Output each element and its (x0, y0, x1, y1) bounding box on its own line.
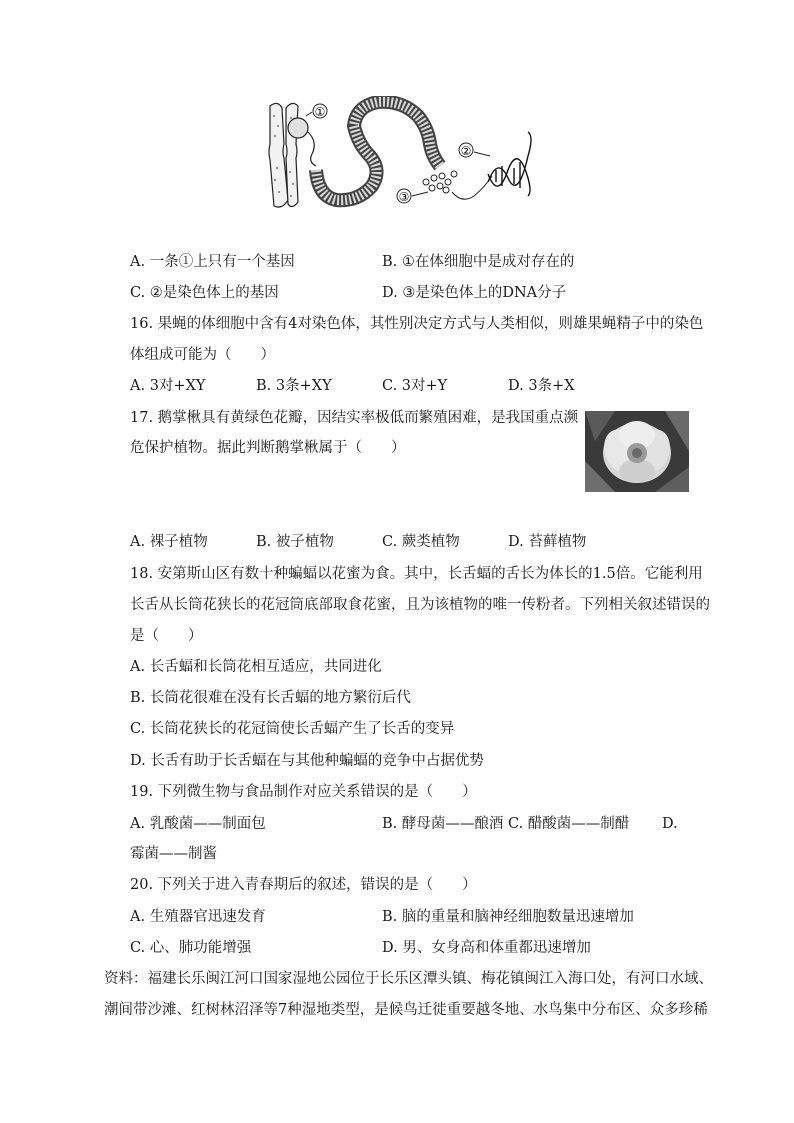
material-line2: 潮间带沙滩、红树林沼泽等7种湿地类型，是候鸟迁徙重要越冬地、水鸟集中分布区、众多珍稀 (104, 1002, 708, 1018)
q18-option-c: C. 长筒花狭长的花冠筒使长舌蝠产生了长舌的变异 (130, 721, 455, 737)
q15-option-c: C. ②是染色体上的基因 (130, 285, 279, 301)
magnify-circle (288, 118, 308, 138)
q18-option-b: B. 长筒花很难在没有长舌蝠的地方繁衍后代 (130, 690, 411, 706)
q19-stem: 19. 下列微生物与食品制作对应关系错误的是（ ） (130, 784, 477, 800)
q18-stem-line1: 18. 安第斯山区有数十种蝙蝠以花蜜为食。其中，长舌蝠的舌长为体长的1.5倍。它能利用 (130, 566, 703, 582)
q15-option-a: A. 一条①上只有一个基因 (130, 254, 295, 270)
q20-option-b: B. 脑的重量和脑神经细胞数量迅速增加 (382, 909, 634, 925)
q17-stem-line2: 危保护植物。据此判断鹅掌楸属于（ ） (130, 440, 406, 456)
label-3: ③ (398, 190, 410, 204)
chromosome-dna-diagram (262, 96, 542, 214)
q19-option-d-rest: 霉菌——制酱 (130, 846, 217, 862)
q18-stem-line3: 是（ ） (130, 628, 203, 644)
q16-option-a: A. 3对+XY (130, 378, 206, 394)
q15-option-d: D. ③是染色体上的DNA分子 (382, 285, 567, 301)
q17-option-b: B. 被子植物 (256, 534, 334, 550)
q16-option-b: B. 3条+XY (256, 378, 332, 394)
q20-option-d: D. 男、女身高和体重都迅速增加 (382, 940, 591, 956)
q16-option-c: C. 3对+Y (382, 378, 448, 394)
q20-stem: 20. 下列关于进入青春期后的叙述，错误的是（ ） (130, 877, 477, 893)
q15-option-b: B. ①在体细胞中是成对存在的 (382, 254, 575, 270)
q17-option-d: D. 苔藓植物 (508, 534, 587, 550)
q19-option-a: A. 乳酸菌——制面包 (130, 816, 266, 832)
q20-option-c: C. 心、肺功能增强 (130, 940, 252, 956)
tulip-tree-flower-photo (585, 411, 689, 492)
q17-option-a: A. 裸子植物 (130, 534, 208, 550)
material-line1: 资料：福建长乐闽江河口国家湿地公园位于长乐区潭头镇、梅花镇闽江入海口处，有河口水域、 (104, 971, 713, 987)
label-2: ② (460, 144, 472, 158)
q18-stem-line2: 长舌从长筒花狭长的花冠筒底部取食花蜜，且为该植物的唯一传粉者。下列相关叙述错误的 (130, 597, 710, 613)
q18-option-a: A. 长舌蝠和长筒花相互适应，共同进化 (130, 659, 382, 675)
q19-option-b: B. 酵母菌——酿酒 (382, 816, 504, 832)
q18-option-d: D. 长舌有助于长舌蝠在与其他种蝙蝠的竞争中占据优势 (130, 753, 484, 769)
coiled-chromatin (316, 102, 440, 200)
dna-double-helix (488, 132, 531, 196)
q16-option-d: D. 3条+X (508, 378, 575, 394)
q16-stem-line1: 16. 果蝇的体细胞中含有4对染色体，其性别决定方式与人类相似，则雄果蝇精子中的染色 (130, 316, 704, 332)
q20-option-a: A. 生殖器官迅速发育 (130, 909, 266, 925)
q16-stem-line2: 体组成可能为（ ） (130, 347, 275, 363)
q17-stem-line1: 17. 鹅掌楸具有黄绿色花瓣，因结实率极低而繁殖困难，是我国重点濒 (130, 410, 579, 426)
nucleosome-beads (423, 171, 457, 193)
q17-option-c: C. 蕨类植物 (382, 534, 460, 550)
label-1: ① (314, 105, 326, 119)
q19-option-d-prefix: D. (662, 816, 678, 832)
q19-option-c: C. 醋酸菌——制醋 (508, 816, 630, 832)
